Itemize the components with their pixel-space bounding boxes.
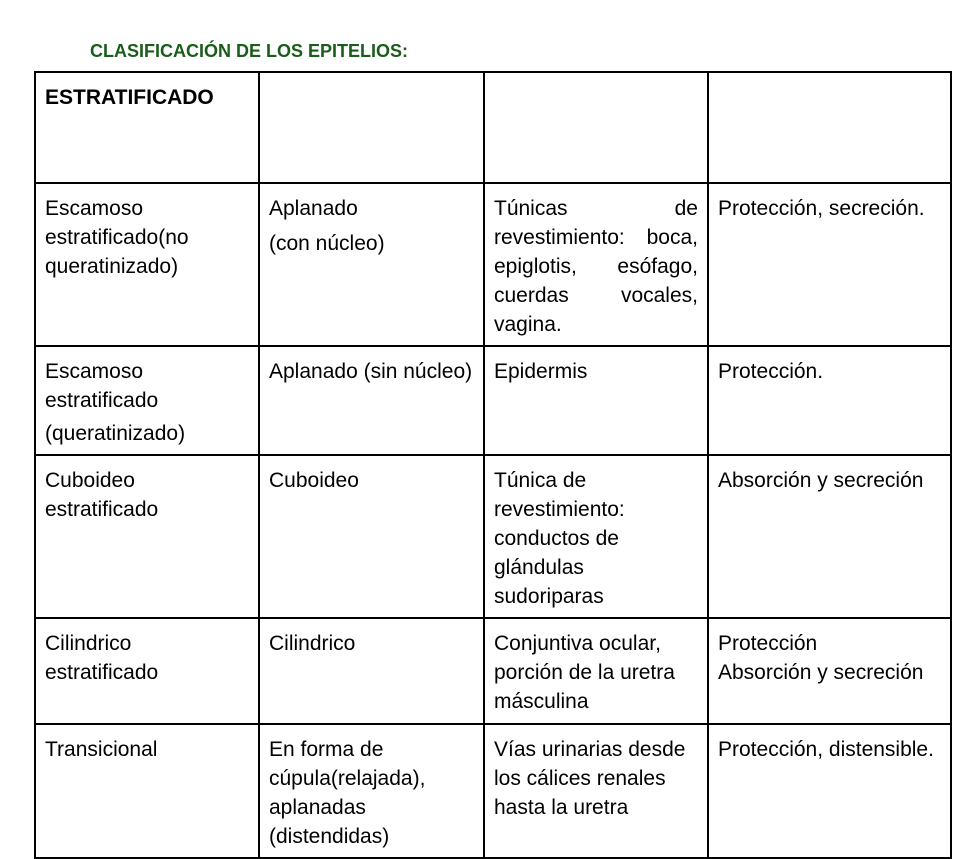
table-row (35, 724, 951, 858)
table-row (35, 618, 951, 724)
header-cell-empty-2 (259, 72, 484, 183)
cell-shape-aplanado-con-nucleo (259, 183, 484, 346)
cell-location-tunicas: Túnicas de revestimiento: boca, epiglotis, esófago, cuerdas vocales, vagina. (484, 183, 708, 346)
cell-function-proteccion-absorcion (708, 618, 951, 724)
cell-function-proteccion-distensible: Protección, distensible. (708, 724, 951, 858)
table-row (35, 455, 951, 618)
table-row (35, 183, 951, 346)
cell-name-cilindrico: Cilindrico estratificado (35, 618, 259, 724)
shape-line: (con núcleo) (269, 232, 385, 255)
cell-function-absorcion-secrecion: Absorción y secreción (708, 455, 951, 618)
name-line: Escamoso estratificado (45, 360, 159, 412)
header-cell-type: ESTRATIFICADO (35, 72, 259, 183)
cell-name-transicional: Transicional (35, 724, 259, 858)
table-header-row (35, 72, 951, 183)
table-row (35, 346, 951, 455)
cell-shape-aplanado-sin-nucleo: Aplanado (sin núcleo) (259, 346, 484, 455)
cell-shape-cilindrico: Cilindrico (259, 618, 484, 724)
function-line: Protección (718, 632, 818, 655)
header-cell-empty-4 (708, 72, 951, 183)
header-cell-empty-3 (484, 72, 708, 183)
cell-function-proteccion: Protección. (708, 346, 951, 455)
cell-shape-cupula: En forma de cúpula(relajada), aplanadas (distendidas) (259, 724, 484, 858)
cell-name-escamoso-queratinizado (35, 346, 259, 455)
shape-line: Aplanado (269, 197, 358, 220)
cell-location-conjuntiva: Conjuntiva ocular, porción de la uretra másculina (484, 618, 708, 724)
name-line: (queratinizado) (45, 422, 186, 445)
cell-location-conductos: Túnica de revestimiento: conductos de glándulas sudoriparas (484, 455, 708, 618)
cell-name-escamoso-no-queratinizado: Escamoso estratificado(no queratinizado) (35, 183, 259, 346)
epithelia-table (34, 71, 952, 859)
function-line: Absorción y secreción (718, 661, 924, 684)
cell-location-vias-urinarias: Vías urinarias desde los cálices renales hasta la uretra (484, 724, 708, 858)
cell-location-epidermis: Epidermis (484, 346, 708, 455)
cell-function-proteccion-secrecion: Protección, secreción. (708, 183, 951, 346)
cell-name-cuboideo: Cuboideo estratificado (35, 455, 259, 618)
page-title: CLASIFICACIÓN DE LOS EPITELIOS: (90, 41, 409, 61)
cell-shape-cuboideo: Cuboideo (259, 455, 484, 618)
